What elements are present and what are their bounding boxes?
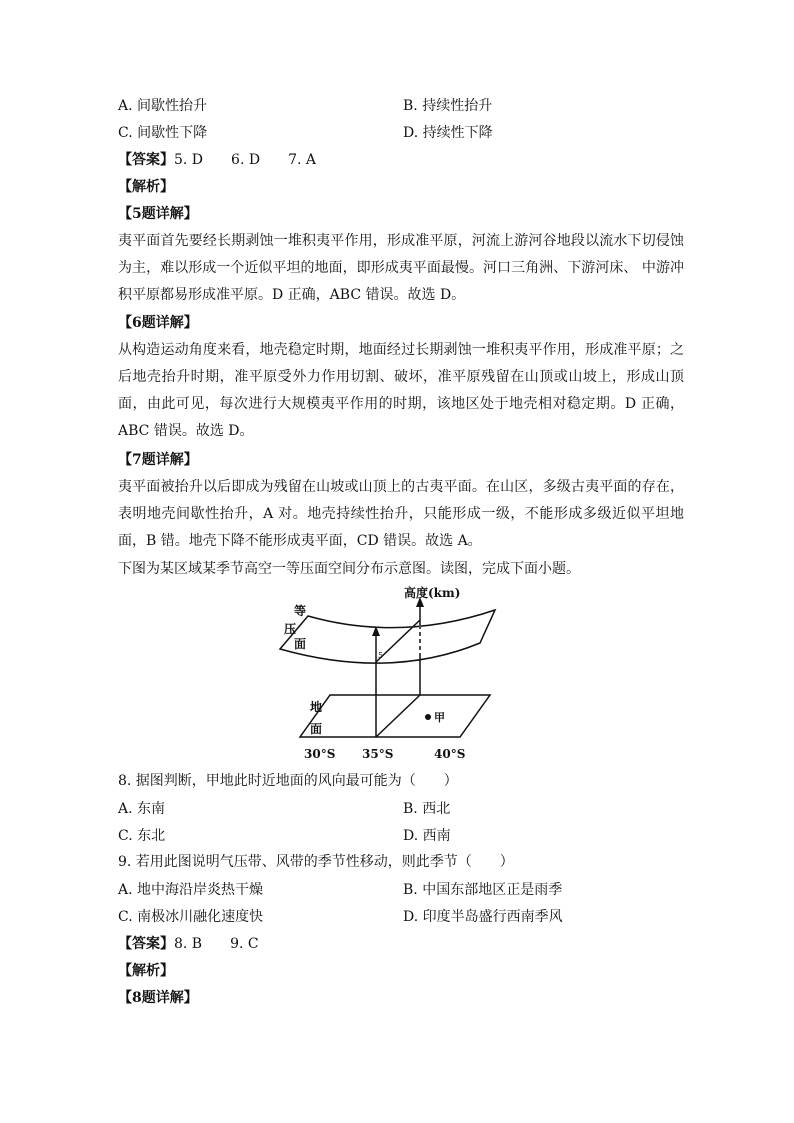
lat-30s: 30°S [304, 747, 336, 761]
ground-label-2: 面 [310, 722, 323, 736]
ground-plane [300, 695, 490, 737]
height-axis-label: 高度(km) [404, 586, 461, 600]
isobar-label-1: 等 [294, 604, 307, 618]
q9-option-b: B. 中国东部地区正是雨季 [403, 882, 563, 898]
isobaric-surface [280, 610, 495, 663]
answer-label: 【答案】 [118, 152, 174, 168]
answer-text: 5. D 6. D 7. A [174, 152, 316, 168]
lat-35s: 35°S [362, 747, 394, 761]
ground-label-1: 地 [310, 700, 323, 714]
q9-option-d: D. 印度半岛盛行西南季风 [403, 909, 563, 925]
option-d: D. 持续性下降 [403, 125, 493, 141]
q6-heading: 【6题详解】 [118, 315, 198, 331]
analysis-heading-2: 【解析】 [118, 963, 174, 979]
q8-option-d: D. 西南 [403, 828, 451, 844]
q6-body: 从构造运动角度来看，地壳稳定时期，地面经过长期剥蚀一堆积夷平作用，形成准平原；之后地壳抬升时期，准平原受外力作用切割、破坏，准平原残留在山顶或山坡上，形成山顶面，由此可见，每次进行大规模夷平作用的时期，该地区处于地壳相对稳定期。D 正确，ABC 错误。故选 D。 [118, 342, 684, 439]
lat-40s: 40°S [434, 747, 466, 761]
q9-option-a: A. 地中海沿岸炎热干燥 [118, 882, 264, 898]
height-mark-5: 5 [378, 651, 384, 660]
isobar-label-2: 压 [284, 622, 297, 636]
q9-option-c: C. 南极冰川融化速度快 [118, 909, 264, 925]
q8-stem: 8. 据图判断，甲地此时近地面的风向最可能为（ ） [118, 773, 458, 789]
q8-heading: 【8题详解】 [118, 990, 198, 1006]
q9-stem: 9. 若用此图说明气压带、风带的季节性移动，则此季节（ ） [118, 854, 514, 870]
analysis-heading: 【解析】 [118, 179, 174, 195]
option-b: B. 持续性抬升 [403, 98, 493, 114]
point-jia-label: 甲 [434, 711, 445, 724]
q5-heading: 【5题详解】 [118, 206, 198, 222]
point-jia-marker [425, 714, 431, 720]
option-c: C. 间歇性下降 [118, 125, 208, 141]
q5-body: 夷平面首先要经长期剥蚀一堆积夷平作用，形成准平原，河流上游河谷地段以流水下切侵蚀为主，难以形成一个近似平坦的地面，即形成夷平面最慢。河口三角洲、下游河床、 中游冲积平原都易形成准平原。D 正确，ABC 错误。故选 D。 [118, 233, 684, 303]
q8-option-a: A. 东南 [118, 801, 166, 817]
q7-body: 夷平面被抬升以后即成为残留在山坡或山顶上的古夷平面。在山区，多级古夷平面的存在，表明地壳间歇性抬升，A 对。地壳持续性抬升，只能形成一级，不能形成多级近似平坦地面，B 错。地壳下降不能形成夷平面，CD 错误。故选 A。 [118, 479, 684, 549]
q8-option-b: B. 西北 [403, 801, 451, 817]
option-a: A. 间歇性抬升 [118, 98, 208, 114]
isobar-label-3: 面 [294, 637, 307, 651]
intro-text: 下图为某区域某季节高空一等压面空间分布示意图。读图，完成下面小题。 [118, 561, 580, 577]
q8-option-c: C. 东北 [118, 828, 166, 844]
answer-label: 【答案】 [118, 936, 174, 952]
answer-text: 8. B 9. C [174, 936, 259, 952]
answer-line-2 [118, 935, 259, 953]
answer-line-1 [118, 151, 316, 169]
isobar-diagram [270, 585, 510, 765]
q7-heading: 【7题详解】 [118, 452, 198, 468]
